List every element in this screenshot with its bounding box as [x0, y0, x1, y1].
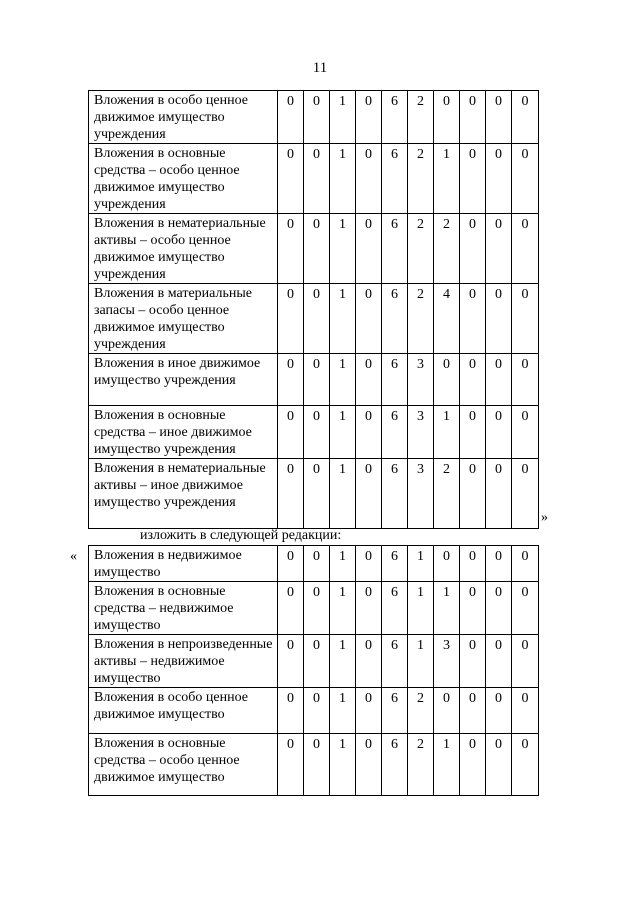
code-digit: 0 — [486, 284, 512, 354]
code-digit: 2 — [408, 214, 434, 284]
row-label: Вложения в основные средства – особо ценное движимое имущество учреждения — [89, 144, 278, 214]
code-digit: 0 — [356, 635, 382, 688]
code-digit: 6 — [382, 144, 408, 214]
code-digit: 0 — [512, 459, 539, 529]
code-digit: 6 — [382, 546, 408, 582]
code-digit: 2 — [408, 144, 434, 214]
code-digit: 0 — [434, 354, 460, 406]
code-digit: 0 — [304, 546, 330, 582]
code-digit: 0 — [278, 91, 304, 144]
code-digit: 1 — [330, 734, 356, 796]
row-label: Вложения в особо ценное движимое имущество учреждения — [89, 91, 278, 144]
opening-quote: « — [70, 549, 77, 564]
code-digit: 1 — [330, 144, 356, 214]
code-digit: 6 — [382, 734, 408, 796]
table-row — [89, 144, 539, 214]
code-digit: 0 — [356, 91, 382, 144]
code-digit: 0 — [512, 214, 539, 284]
code-digit: 6 — [382, 688, 408, 734]
row-label: Вложения в непроизведенные активы – недвижимое имущество — [89, 635, 278, 688]
code-digit: 2 — [434, 459, 460, 529]
account-table-original — [88, 90, 539, 529]
row-label: Вложения в основные средства – иное движимое имущество учреждения — [89, 406, 278, 459]
code-digit: 1 — [330, 546, 356, 582]
code-digit: 0 — [356, 582, 382, 635]
closing-quote: » — [541, 510, 548, 525]
code-digit: 1 — [330, 284, 356, 354]
code-digit: 0 — [278, 688, 304, 734]
code-digit: 0 — [486, 144, 512, 214]
table-row — [89, 406, 539, 459]
code-digit: 0 — [304, 406, 330, 459]
code-digit: 1 — [330, 214, 356, 284]
code-digit: 6 — [382, 91, 408, 144]
code-digit: 6 — [382, 406, 408, 459]
code-digit: 0 — [460, 734, 486, 796]
table-row — [89, 459, 539, 529]
code-digit: 6 — [382, 459, 408, 529]
code-digit: 0 — [356, 546, 382, 582]
code-digit: 1 — [434, 406, 460, 459]
code-digit: 1 — [330, 582, 356, 635]
row-label: Вложения в основные средства – недвижимое имущество — [89, 582, 278, 635]
code-digit: 2 — [408, 688, 434, 734]
code-digit: 0 — [460, 459, 486, 529]
table-row — [89, 688, 539, 734]
code-digit: 1 — [330, 635, 356, 688]
table-row — [89, 734, 539, 796]
code-digit: 0 — [486, 688, 512, 734]
code-digit: 0 — [486, 635, 512, 688]
amendment-instruction: изложить в следующей редакции: — [140, 528, 342, 543]
code-digit: 0 — [304, 144, 330, 214]
code-digit: 0 — [434, 688, 460, 734]
code-digit: 3 — [434, 635, 460, 688]
code-digit: 0 — [356, 284, 382, 354]
code-digit: 0 — [460, 354, 486, 406]
code-digit: 0 — [460, 284, 486, 354]
code-digit: 0 — [512, 354, 539, 406]
code-digit: 0 — [304, 214, 330, 284]
code-digit: 6 — [382, 214, 408, 284]
row-label: Вложения в материальные запасы – особо ценное движимое имущество учреждения — [89, 284, 278, 354]
code-digit: 1 — [408, 546, 434, 582]
account-table-amended — [88, 545, 539, 796]
code-digit: 0 — [304, 91, 330, 144]
code-digit: 0 — [512, 635, 539, 688]
code-digit: 0 — [460, 144, 486, 214]
code-digit: 0 — [304, 354, 330, 406]
code-digit: 0 — [356, 459, 382, 529]
code-digit: 0 — [460, 582, 486, 635]
code-digit: 0 — [304, 459, 330, 529]
code-digit: 2 — [434, 214, 460, 284]
code-digit: 3 — [408, 354, 434, 406]
code-digit: 0 — [460, 214, 486, 284]
code-digit: 1 — [408, 635, 434, 688]
code-digit: 6 — [382, 284, 408, 354]
code-digit: 0 — [356, 406, 382, 459]
row-label: Вложения в основные средства – особо ценное движимое имущество — [89, 734, 278, 796]
code-digit: 1 — [434, 582, 460, 635]
code-digit: 3 — [408, 459, 434, 529]
code-digit: 0 — [356, 354, 382, 406]
code-digit: 2 — [408, 284, 434, 354]
code-digit: 1 — [434, 734, 460, 796]
row-label: Вложения в недвижимое имущество — [89, 546, 278, 582]
code-digit: 1 — [434, 144, 460, 214]
code-digit: 4 — [434, 284, 460, 354]
code-digit: 2 — [408, 91, 434, 144]
code-digit: 0 — [278, 406, 304, 459]
code-digit: 0 — [512, 284, 539, 354]
code-digit: 0 — [512, 734, 539, 796]
code-digit: 1 — [330, 406, 356, 459]
code-digit: 0 — [356, 144, 382, 214]
code-digit: 0 — [304, 688, 330, 734]
code-digit: 0 — [434, 91, 460, 144]
table-row — [89, 284, 539, 354]
code-digit: 0 — [486, 214, 512, 284]
code-digit: 0 — [512, 144, 539, 214]
code-digit: 0 — [278, 459, 304, 529]
row-label: Вложения в нематериальные активы – иное движимое имущество учреждения — [89, 459, 278, 529]
code-digit: 0 — [278, 635, 304, 688]
table-row — [89, 546, 539, 582]
code-digit: 2 — [408, 734, 434, 796]
table-row — [89, 214, 539, 284]
code-digit: 1 — [330, 459, 356, 529]
code-digit: 0 — [460, 91, 486, 144]
row-label: Вложения в нематериальные активы – особо ценное движимое имущество учреждения — [89, 214, 278, 284]
code-digit: 0 — [356, 214, 382, 284]
table-row — [89, 635, 539, 688]
code-digit: 1 — [330, 688, 356, 734]
code-digit: 0 — [460, 406, 486, 459]
code-digit: 0 — [512, 582, 539, 635]
code-digit: 0 — [512, 406, 539, 459]
code-digit: 0 — [278, 144, 304, 214]
table-row — [89, 91, 539, 144]
code-digit: 0 — [278, 546, 304, 582]
code-digit: 1 — [408, 582, 434, 635]
code-digit: 0 — [486, 582, 512, 635]
row-label: Вложения в иное движимое имущество учреждения — [89, 354, 278, 406]
code-digit: 0 — [486, 734, 512, 796]
code-digit: 0 — [486, 354, 512, 406]
table-row — [89, 582, 539, 635]
code-digit: 1 — [330, 91, 356, 144]
page-number: 11 — [312, 60, 328, 76]
code-digit: 0 — [304, 635, 330, 688]
code-digit: 0 — [460, 635, 486, 688]
code-digit: 6 — [382, 635, 408, 688]
code-digit: 0 — [304, 284, 330, 354]
code-digit: 0 — [278, 582, 304, 635]
table-row — [89, 354, 539, 406]
code-digit: 3 — [408, 406, 434, 459]
code-digit: 0 — [460, 688, 486, 734]
code-digit: 0 — [278, 354, 304, 406]
code-digit: 0 — [278, 284, 304, 354]
code-digit: 0 — [512, 546, 539, 582]
code-digit: 0 — [304, 582, 330, 635]
code-digit: 0 — [356, 734, 382, 796]
code-digit: 0 — [486, 91, 512, 144]
code-digit: 6 — [382, 582, 408, 635]
row-label: Вложения в особо ценное движимое имущество — [89, 688, 278, 734]
code-digit: 6 — [382, 354, 408, 406]
code-digit: 0 — [486, 406, 512, 459]
code-digit: 0 — [278, 734, 304, 796]
code-digit: 0 — [304, 734, 330, 796]
code-digit: 0 — [512, 91, 539, 144]
code-digit: 0 — [486, 546, 512, 582]
code-digit: 0 — [356, 688, 382, 734]
code-digit: 0 — [278, 214, 304, 284]
code-digit: 0 — [512, 688, 539, 734]
code-digit: 0 — [486, 459, 512, 529]
code-digit: 1 — [330, 354, 356, 406]
code-digit: 0 — [460, 546, 486, 582]
code-digit: 0 — [434, 546, 460, 582]
